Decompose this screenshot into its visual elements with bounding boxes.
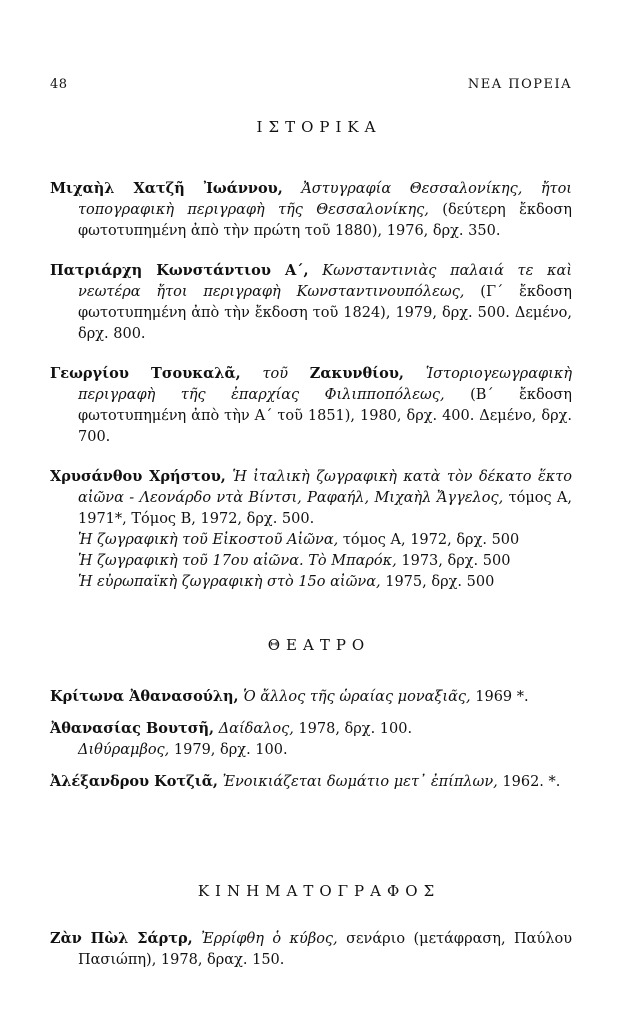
- entry-author: Ἀθανασίας Βουτσῆ,: [50, 720, 215, 737]
- bibliography-entry: [50, 928, 572, 971]
- entry-title: Ἡ ἰταλικὴ ζωγραφικὴ κατὰ τὸν δέκατο ἕκτο αἰῶνα - Λεονάρδο ντὰ Βίντσι, Ραφαήλ, Μιχαὴλ Ἄγγελος,: [78, 469, 573, 506]
- section-title-theatro: ΘΕΑΤΡΟ: [267, 636, 371, 654]
- theatro-entries: [50, 686, 572, 793]
- entry-title: Ἐνοικιάζεται δωμάτιο μετ᾿ ἐπίπλων,: [222, 774, 498, 790]
- entry-title: Ὁ ἄλλος τῆς ὡραίας μοναξιᾶς,: [243, 689, 471, 705]
- sub-entry: [50, 572, 572, 593]
- entry-title: Ἀστυγραφία Θεσσαλονίκης, ἤτοι τοπογραφικὴ περιγραφὴ τῆς Θεσσαλονίκης,: [78, 181, 572, 218]
- entry-details: τόμος Α, 1972, δρχ. 500: [342, 532, 520, 548]
- entry-details: (Γ΄ ἔκδοση φωτοτυπημένη ἀπὸ τὴν ἔκδοση τοῦ 1824), 1979, δρχ. 500. Δεμένο, δρχ. 800.: [78, 284, 572, 342]
- journal-title: ΝΕΑ ΠΟΡΕΙΑ: [467, 77, 572, 92]
- entry-author: Πατριάρχη Κωνστάντιου Α΄,: [50, 262, 309, 279]
- entry-details: 1962. *.: [502, 774, 561, 790]
- istorika-entries: [50, 178, 572, 593]
- bibliography-entry: [50, 178, 572, 242]
- sub-entry: [50, 530, 572, 551]
- entry-author: Χρυσάνθου Χρήστου,: [50, 468, 226, 485]
- bibliography-entry: [50, 363, 572, 448]
- entry-title: Ἡ εὐρωπαϊκὴ ζωγραφικὴ στὸ 15ο αἰῶνα,: [78, 574, 381, 590]
- bibliography-entry: [50, 771, 572, 793]
- sub-entry: [50, 551, 572, 572]
- entry-author: Ζὰν Πὼλ Σάρτρ,: [50, 930, 193, 947]
- entry-details: 1969 *.: [475, 689, 529, 705]
- section-title-istorika: ΙΣΤΟΡΙΚΑ: [256, 118, 382, 136]
- entry-author: Γεωργίου Τσουκαλᾶ,: [50, 365, 241, 382]
- entry-connector: τοῦ: [262, 366, 289, 382]
- entry-details: 1973, δρχ. 500: [401, 553, 511, 569]
- entry-details: 1975, δρχ. 500: [385, 574, 495, 590]
- entry-details: (Β΄ ἔκδοση φωτοτυπημένη ἀπὸ τὴν Α΄ τοῦ 1851), 1980, δρχ. 400. Δεμένο, δρχ. 700.: [78, 387, 572, 445]
- entry-author: Ἀλέξανδρου Κοτζιᾶ,: [50, 773, 218, 790]
- entry-author: Μιχαὴλ Χατζῆ Ἰωάννου,: [50, 180, 283, 197]
- entry-details: τόμος Α, 1971*, Τόμος Β, 1972, δρχ. 500.: [78, 490, 573, 527]
- page-number: 48: [50, 77, 68, 92]
- bibliography-entry: [50, 466, 572, 530]
- entry-title: Ἡ ζωγραφικὴ τοῦ 17ου αἰῶνα. Τὸ Μπαρόκ,: [78, 553, 397, 569]
- entry-title: Κωνσταντινιὰς παλαιά τε καὶ νεωτέρα ἤτοι περιγραφὴ Κωνσταντινουπόλεως,: [78, 263, 573, 300]
- entry-details: (δεύτερη ἔκδοση φωτοτυπημένη ἀπὸ τὴν πρώτη τοῦ 1880), 1976, δρχ. 350.: [78, 202, 572, 239]
- entry-title: Ἱστοριογεωγραφικὴ περιγραφὴ τῆς ἐπαρχίας Φιλιπποπόλεως,: [78, 366, 573, 403]
- kinimatografos-entries: [50, 928, 572, 971]
- bibliography-entry: [50, 686, 572, 708]
- entry-title: Ἡ ζωγραφικὴ τοῦ Εἰκοστοῦ Αἰῶνα,: [78, 532, 339, 548]
- entry-details: 1979, δρχ. 100.: [173, 742, 288, 758]
- entry-title: Διθύραμβος,: [78, 742, 170, 758]
- sub-entry: [50, 740, 572, 761]
- entry-author: Κρίτωνα Ἀθανασούλη,: [50, 688, 239, 705]
- entry-details: 1978, δρχ. 100.: [298, 721, 413, 737]
- bibliography-entry: [50, 718, 572, 740]
- entry-title: Ἐρρίφθη ὁ κύβος,: [201, 931, 338, 947]
- entry-title: Δαίδαλος,: [218, 721, 294, 737]
- section-title-kinimatografos: ΚΙΝΗΜΑΤΟΓΡΑΦΟΣ: [197, 882, 441, 900]
- bibliography-entry: [50, 260, 572, 345]
- entry-details: σενάριο (μετάφραση, Παύλου Πασιώπη), 1978, δραχ. 150.: [78, 931, 573, 968]
- entry-author-origin: Ζακυνθίου,: [309, 365, 404, 382]
